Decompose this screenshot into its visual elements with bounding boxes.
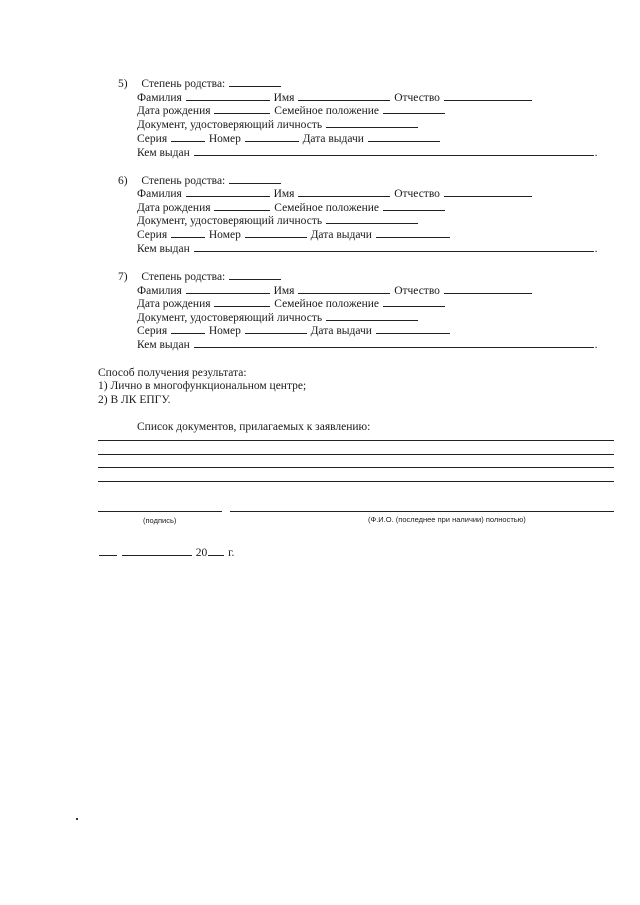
number-label: Номер — [208, 229, 241, 241]
signature-caption: (подпись) — [143, 516, 177, 525]
relation-label: Степень родства: — [141, 175, 226, 187]
marital-status-field[interactable] — [383, 200, 445, 211]
surname-label: Фамилия — [137, 285, 182, 297]
issued-by-label: Кем выдан — [137, 243, 190, 255]
name-field[interactable] — [298, 283, 390, 294]
issued-by-field[interactable] — [194, 337, 594, 348]
name-field[interactable] — [298, 186, 390, 197]
year-field[interactable] — [208, 545, 224, 556]
number-field[interactable] — [245, 131, 299, 142]
signature-line[interactable] — [98, 511, 222, 512]
issue-date-label: Дата выдачи — [302, 133, 364, 145]
name-label: Имя — [273, 285, 295, 297]
marital-status-label: Семейное положение — [274, 202, 380, 214]
issued-by-label: Кем выдан — [137, 147, 190, 159]
number-label: Номер — [208, 133, 241, 145]
patronymic-label: Отчество — [394, 285, 440, 297]
marital-status-label: Семейное положение — [274, 298, 380, 310]
series-field[interactable] — [171, 227, 205, 238]
issued-by-label: Кем выдан — [137, 339, 190, 351]
issue-date-label: Дата выдачи — [310, 325, 372, 337]
issue-date-field[interactable] — [368, 131, 440, 142]
relation-field[interactable] — [229, 76, 281, 87]
surname-field[interactable] — [186, 186, 270, 197]
series-field[interactable] — [171, 323, 205, 334]
id-document-label: Документ, удостоверяющий личность — [137, 119, 323, 131]
application-form-page: 5) Степень родства: Фамилия Имя Отчество Дата рождения Семейное положение Документ, удостоверяющий личность Серия Номер Дата выдачи Кем выдан . 6) Степень родства: Фамилия Имя Отчество Дата рождения Семейное положение Документ, удостоверяющий личность Серия Номер Дата выдачи Кем выдан . 7) Степень родства: Фамилия Имя Отчество Дата рождения Семейное положение Документ, удостоверяющий личность Серия Номер Дата выдачи Кем выдан . Способ получения результата: 1) Лично в многофункциональном центре; 2) В ЛК ЕПГУ. Список документов, прилагаемых к заявлению: (подпись) (Ф.И.О. (последнее при наличии) полностью) 20 г. — [0, 0, 640, 905]
relation-field[interactable] — [229, 173, 281, 184]
patronymic-field[interactable] — [444, 90, 532, 101]
documents-line[interactable] — [98, 454, 614, 455]
relative-number: 5) — [118, 78, 128, 90]
result-method-title: Способ получения результата: — [98, 367, 247, 379]
documents-title: Список документов, прилагаемых к заявлению: — [137, 421, 371, 433]
relation-label: Степень родства: — [141, 271, 226, 283]
number-field[interactable] — [245, 227, 307, 238]
result-method-option: 2) В ЛК ЕПГУ. — [98, 394, 171, 406]
series-label: Серия — [137, 229, 168, 241]
issue-date-label: Дата выдачи — [310, 229, 372, 241]
patronymic-label: Отчество — [394, 92, 440, 104]
year-suffix: г. — [228, 547, 235, 559]
birthdate-label: Дата рождения — [137, 105, 211, 117]
series-label: Серия — [137, 325, 168, 337]
id-document-label: Документ, удостоверяющий личность — [137, 312, 323, 324]
name-label: Имя — [273, 92, 295, 104]
birthdate-label: Дата рождения — [137, 202, 211, 214]
id-document-label: Документ, удостоверяющий личность — [137, 215, 323, 227]
birthdate-field[interactable] — [214, 200, 270, 211]
relative-number: 6) — [118, 175, 128, 187]
relation-field[interactable] — [229, 269, 281, 280]
id-document-field[interactable] — [326, 213, 418, 224]
full-name-line[interactable] — [230, 511, 614, 512]
surname-label: Фамилия — [137, 92, 182, 104]
stray-mark — [76, 818, 78, 820]
issued-by-field[interactable] — [194, 241, 594, 252]
birthdate-field[interactable] — [214, 103, 270, 114]
number-field[interactable] — [245, 323, 307, 334]
marital-status-field[interactable] — [383, 296, 445, 307]
number-label: Номер — [208, 325, 241, 337]
id-document-field[interactable] — [326, 310, 418, 321]
relative-number: 7) — [118, 271, 128, 283]
name-field[interactable] — [298, 90, 390, 101]
documents-line[interactable] — [98, 481, 614, 482]
surname-label: Фамилия — [137, 188, 182, 200]
issued-by-field[interactable] — [194, 145, 594, 156]
year-prefix: 20 — [195, 547, 208, 559]
surname-field[interactable] — [186, 283, 270, 294]
month-field[interactable] — [122, 545, 192, 556]
patronymic-field[interactable] — [444, 283, 532, 294]
birthdate-label: Дата рождения — [137, 298, 211, 310]
patronymic-label: Отчество — [394, 188, 440, 200]
id-document-field[interactable] — [326, 117, 418, 128]
marital-status-field[interactable] — [383, 103, 445, 114]
series-label: Серия — [137, 133, 168, 145]
patronymic-field[interactable] — [444, 186, 532, 197]
day-field[interactable] — [99, 545, 117, 556]
name-label: Имя — [273, 188, 295, 200]
result-method-option: 1) Лично в многофункциональном центре; — [98, 380, 307, 392]
surname-field[interactable] — [186, 90, 270, 101]
relation-label: Степень родства: — [141, 78, 226, 90]
marital-status-label: Семейное положение — [274, 105, 380, 117]
full-name-caption: (Ф.И.О. (последнее при наличии) полностью) — [368, 515, 526, 524]
birthdate-field[interactable] — [214, 296, 270, 307]
issue-date-field[interactable] — [376, 323, 450, 334]
documents-line[interactable] — [98, 467, 614, 468]
series-field[interactable] — [171, 131, 205, 142]
issue-date-field[interactable] — [376, 227, 450, 238]
documents-line[interactable] — [98, 440, 614, 441]
